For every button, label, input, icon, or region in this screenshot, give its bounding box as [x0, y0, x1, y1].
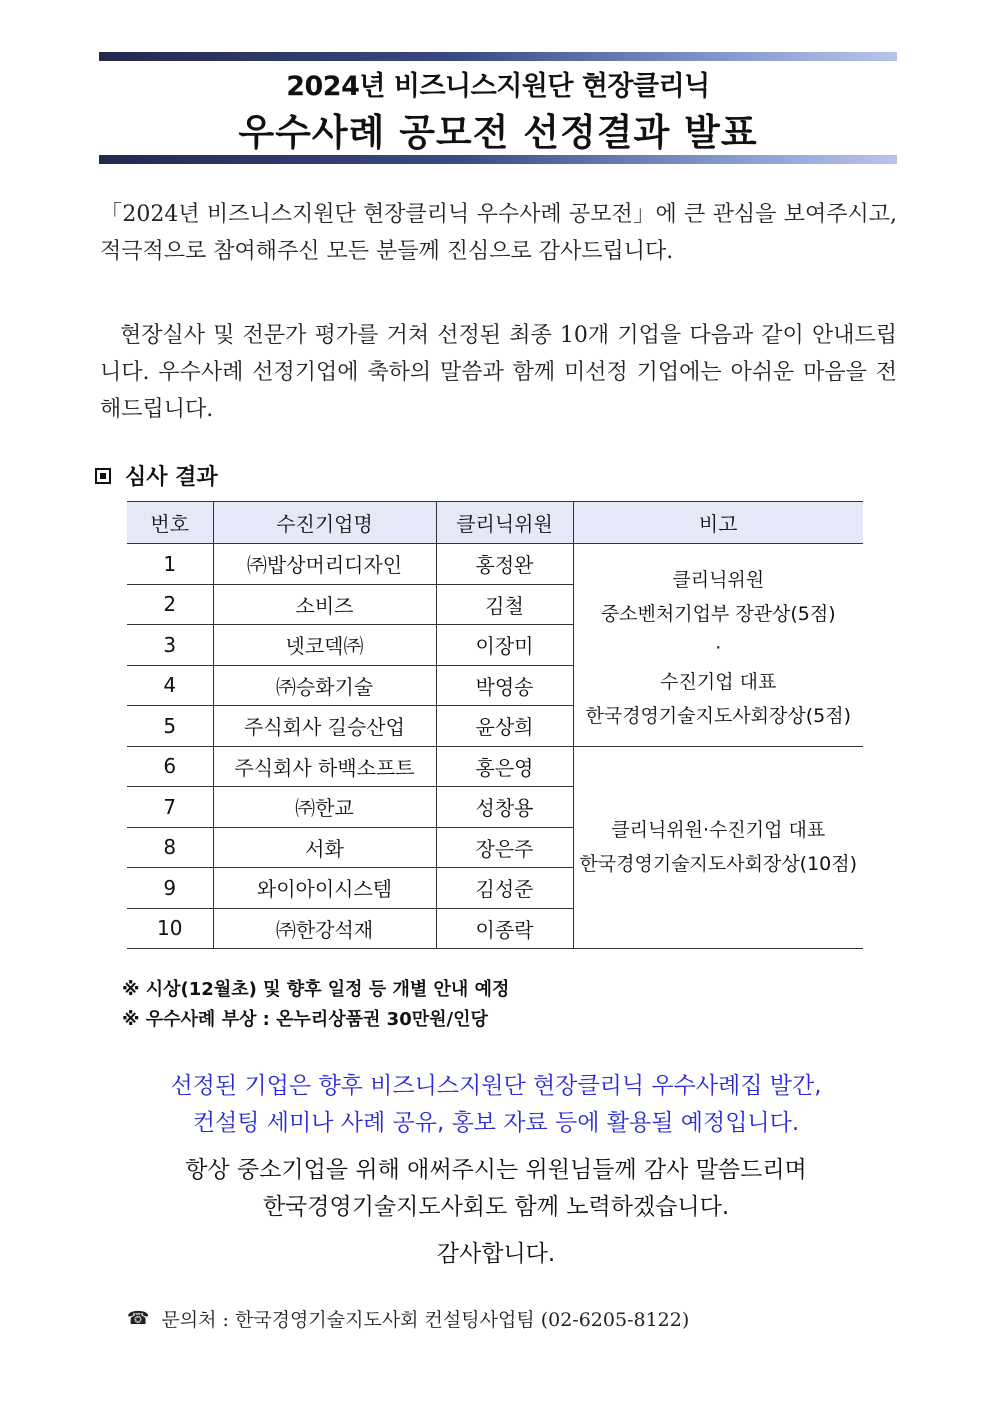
- table-header-row: [127, 502, 863, 544]
- phone-icon: ☎: [127, 1308, 150, 1329]
- remark-group-2: [573, 746, 863, 949]
- row-company: 넷코덱㈜: [213, 625, 436, 666]
- row-number: 5: [127, 706, 213, 747]
- note-prize: ※ 우수사례 부상 : 온누리상품권 30만원/인당: [122, 1009, 488, 1030]
- usage-notice: [60, 1068, 932, 1142]
- remark-line: 클리닉위원·수진기업 대표: [611, 819, 826, 842]
- table-row: [127, 746, 863, 787]
- row-advisor: 이종락: [436, 908, 573, 949]
- square-bullet-icon: [95, 468, 111, 484]
- section-title: 심사 결과: [125, 465, 218, 490]
- contact-info: [127, 1305, 689, 1332]
- row-company: ㈜한교: [213, 787, 436, 828]
- section-heading: [95, 460, 218, 491]
- row-company: 서화: [213, 827, 436, 868]
- announcement-paragraph: 현장실사 및 전문가 평가를 거쳐 선정된 최종 10개 기업을 다음과 같이 안내드립니다. 우수사례 선정기업에 축하의 말씀과 함께 미선정 기업에는 아쉬운 마음을 전해드립니다.: [100, 323, 897, 422]
- notes: [122, 975, 509, 1035]
- thanks-message: [60, 1152, 932, 1226]
- intro-paragraph: 「2024년 비즈니스지원단 현장클리닉 우수사례 공모전」에 큰 관심을 보여주시고, 적극적으로 참여해주신 모든 분들께 진심으로 감사드립니다.: [100, 202, 897, 264]
- row-advisor: 박영송: [436, 665, 573, 706]
- top-decorative-bar: [99, 52, 897, 61]
- row-advisor: 김성준: [436, 868, 573, 909]
- row-number: 10: [127, 908, 213, 949]
- row-advisor: 성창용: [436, 787, 573, 828]
- header-advisor: 클리닉위원: [436, 502, 573, 544]
- row-company: 주식회사 길승산업: [213, 706, 436, 747]
- header-number: 번호: [127, 502, 213, 544]
- page-title: 우수사례 공모전 선정결과 발표: [238, 111, 758, 154]
- table-row: [127, 544, 863, 585]
- row-advisor: 이장미: [436, 625, 573, 666]
- header-company: 수진기업명: [213, 502, 436, 544]
- row-number: 1: [127, 544, 213, 585]
- row-number: 2: [127, 584, 213, 625]
- row-company: 주식회사 하백소프트: [213, 746, 436, 787]
- row-number: 3: [127, 625, 213, 666]
- row-company: 와이아이시스템: [213, 868, 436, 909]
- remark-line: 한국경영기술지도사회장상(5점): [585, 704, 852, 727]
- row-advisor: 김철: [436, 584, 573, 625]
- results-table: [127, 501, 863, 949]
- row-advisor: 홍은영: [436, 746, 573, 787]
- remark-line: 중소벤처기업부 장관상(5점): [600, 602, 836, 625]
- thanks-line: 한국경영기술지도사회도 함께 노력하겠습니다.: [262, 1194, 730, 1220]
- remark-line: 클리닉위원: [672, 568, 765, 591]
- row-company: ㈜한강석재: [213, 908, 436, 949]
- bottom-decorative-bar: [99, 155, 897, 164]
- row-company: 소비즈: [213, 584, 436, 625]
- remark-line: ·: [715, 636, 722, 659]
- row-number: 7: [127, 787, 213, 828]
- row-company: ㈜승화기술: [213, 665, 436, 706]
- usage-line: 컨설팅 세미나 사례 공유, 홍보 자료 등에 활용될 예정입니다.: [192, 1110, 800, 1136]
- usage-line: 선정된 기업은 향후 비즈니스지원단 현장클리닉 우수사례집 발간,: [170, 1073, 822, 1099]
- remark-group-1: [573, 544, 863, 747]
- row-number: 4: [127, 665, 213, 706]
- row-advisor: 홍정완: [436, 544, 573, 585]
- remark-line: 수진기업 대표: [660, 670, 777, 693]
- row-number: 6: [127, 746, 213, 787]
- row-number: 8: [127, 827, 213, 868]
- header-remark: 비고: [573, 502, 863, 544]
- closing-thanks: 감사합니다.: [436, 1241, 556, 1267]
- row-advisor: 장은주: [436, 827, 573, 868]
- row-advisor: 윤상희: [436, 706, 573, 747]
- row-number: 9: [127, 868, 213, 909]
- note-award-schedule: ※ 시상(12월초) 및 향후 일정 등 개별 안내 예정: [122, 979, 510, 1000]
- thanks-line: 항상 중소기업을 위해 애써주시는 위원님들께 감사 말씀드리며: [185, 1157, 807, 1183]
- title-line-1: 2024년 비즈니스지원단 현장클리닉: [286, 71, 710, 102]
- row-company: ㈜밥상머리디자인: [213, 544, 436, 585]
- contact-text: 문의처 : 한국경영기술지도사회 컨설팅사업팀 (02-6205-8122): [161, 1309, 690, 1331]
- remark-line: 한국경영기술지도사회장상(10점): [579, 853, 858, 876]
